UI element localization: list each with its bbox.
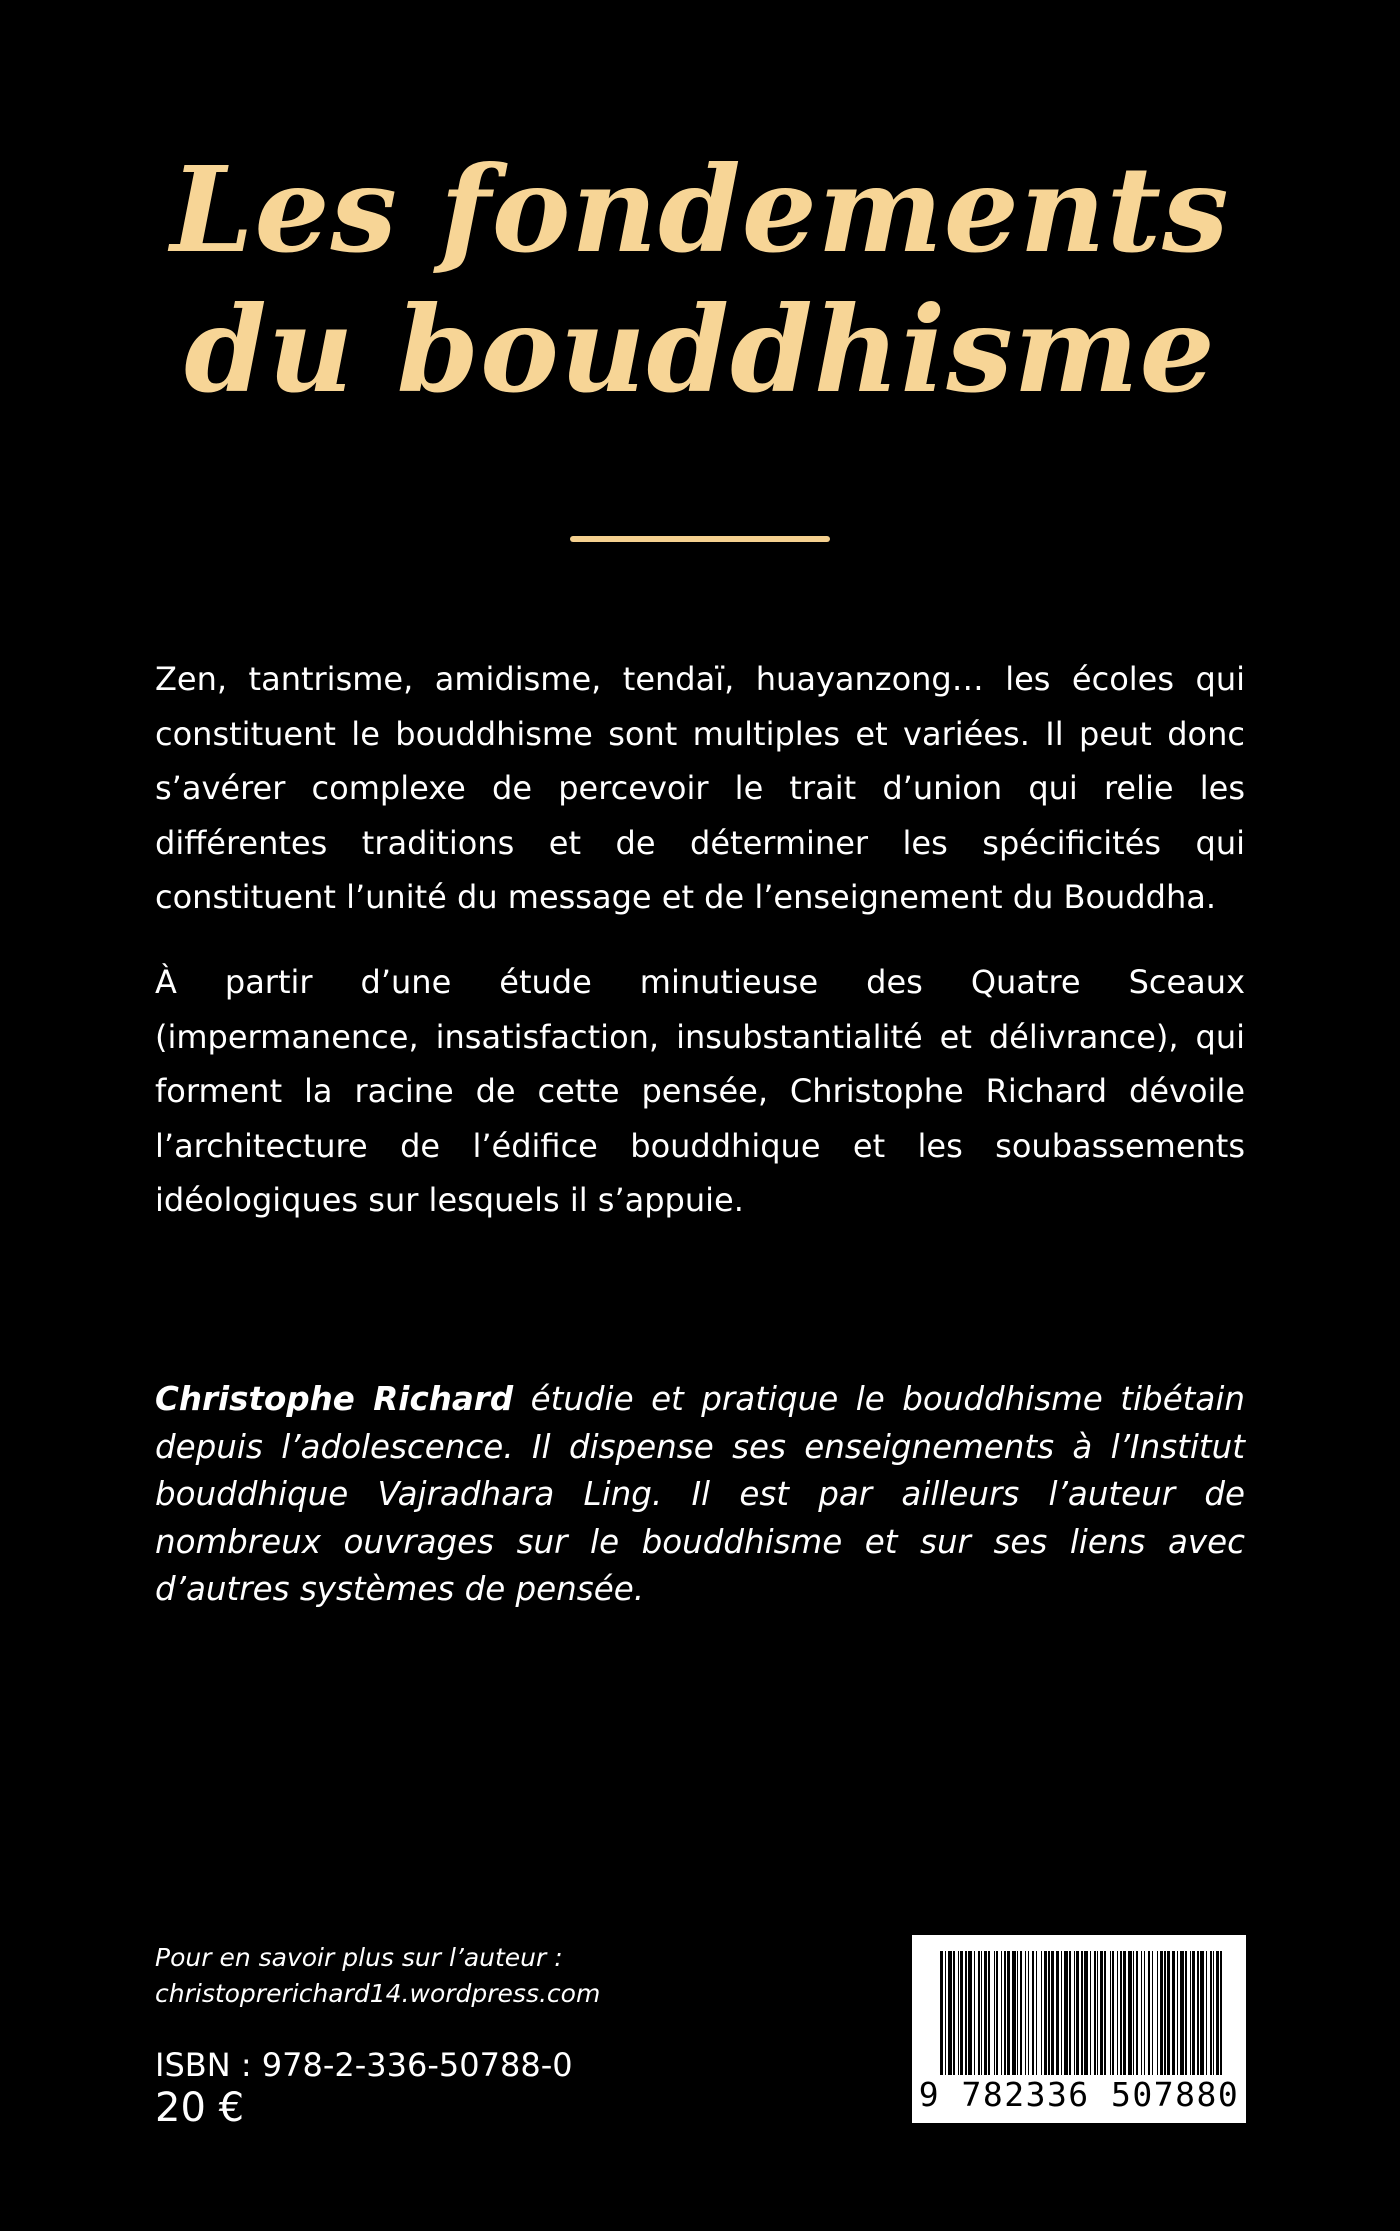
author-bio-text: étudie et pratique le bouddhisme tibétain depuis l’adolescence. Il dispense ses enseignements à l’Institut bouddhique Vajradhara Ling. Il est par ailleurs l’auteur de nombreux ouvrages sur le bouddhisme et sur ses liens avec d’autres systèmes de pensée. (155, 1380, 1245, 1608)
barcode-bar (974, 1951, 975, 2075)
isbn: ISBN : 978-2-336-50788-0 (155, 2046, 573, 2084)
barcode-bar (1025, 1951, 1026, 2075)
barcode-bar (1041, 1951, 1042, 2075)
barcode-bar (996, 1951, 998, 2075)
barcode-bar (1220, 1951, 1222, 2075)
barcode (912, 1935, 1246, 2123)
barcode-bar (981, 1951, 982, 2075)
barcode-bar (988, 1951, 990, 2075)
barcode-bar (1200, 1951, 1204, 2075)
barcode-bar (1185, 1951, 1187, 2075)
barcode-bar (1094, 1951, 1096, 2075)
barcode-bar (1051, 1951, 1054, 2075)
book-title-line-2: du bouddhisme (184, 280, 1216, 419)
barcode-bar (1104, 1951, 1106, 2075)
author-name: Christophe Richard (155, 1380, 514, 1418)
barcode-bar (968, 1951, 972, 2075)
barcode-bar (953, 1951, 955, 2075)
barcode-bar (1061, 1951, 1062, 2075)
author-website: christoprerichard14.wordpress.com (155, 1979, 601, 2008)
barcode-bar (1190, 1951, 1191, 2075)
barcode-bar (1112, 1951, 1114, 2075)
barcode-bar (1028, 1951, 1029, 2075)
barcode-bar (1064, 1951, 1068, 2075)
barcode-bar (1074, 1951, 1075, 2075)
barcode-bar (1172, 1951, 1175, 2075)
summary-paragraph-1: Zen, tantrisme, amidisme, tendaï, huayanzong… les écoles qui constituent le bouddhisme sont multiples et variées. Il peut donc s’avérer complexe de percevoir le trait d’union qui relie les différentes traditions et de déterminer les spécificités qui constituent l’unité du message et de l’enseignement du Bouddha. (155, 660, 1245, 916)
barcode-bar (1157, 1951, 1158, 2075)
more-info-label: Pour en savoir plus sur l’auteur : (155, 1943, 563, 1972)
barcode-bar (1076, 1951, 1079, 2075)
barcode-bar (940, 1951, 943, 2075)
price: 20 € (155, 2085, 245, 2131)
barcode-bar (1110, 1951, 1111, 2075)
barcode-bar (978, 1951, 980, 2075)
barcode-bar (1117, 1951, 1118, 2075)
barcode-bar (1084, 1951, 1088, 2075)
barcode-bar (1100, 1951, 1103, 2075)
barcode-bar (1197, 1951, 1199, 2075)
barcode-bar (1012, 1951, 1016, 2075)
barcode-bar (994, 1951, 995, 2075)
barcode-bar (1213, 1951, 1214, 2075)
barcode-bar (1123, 1951, 1126, 2075)
barcode-bar (945, 1951, 946, 2075)
barcode-bar (984, 1951, 987, 2075)
barcode-bar (1180, 1951, 1184, 2075)
barcode-bar (1032, 1951, 1034, 2075)
book-title-line-1: Les fondements (170, 140, 1230, 279)
barcode-bar (948, 1951, 952, 2075)
barcode-bar (1152, 1951, 1153, 2075)
barcode-bar (1144, 1951, 1145, 2075)
barcode-bar (1090, 1951, 1091, 2075)
summary-paragraph-2: À partir d’une étude minutieuse des Quatre Sceaux (impermanence, insatisfaction, insubstantialité et délivrance), qui forment la racine de cette pensée, Christophe Richard dévoile l’architecture de l’édifice bouddhique et les soubassements idéologiques sur lesquels il s’appuie. (155, 963, 1245, 1219)
barcode-bar (960, 1951, 963, 2075)
barcode-bar (1164, 1951, 1166, 2075)
title-divider (570, 536, 830, 542)
barcode-bar (1001, 1951, 1002, 2075)
barcode-digits: 9 782336 507880 (918, 2075, 1240, 2114)
barcode-bar (965, 1951, 967, 2075)
barcode-bar (1048, 1951, 1050, 2075)
barcode-bar (1044, 1951, 1047, 2075)
author-bio (155, 1376, 1245, 1614)
barcode-bar (1160, 1951, 1163, 2075)
barcode-bar (958, 1951, 959, 2075)
barcode-bar (1069, 1951, 1071, 2075)
barcode-bar (1007, 1951, 1010, 2075)
barcode-bar (1141, 1951, 1142, 2075)
barcode-bar (1056, 1951, 1059, 2075)
barcode-bar (1167, 1951, 1170, 2075)
barcode-bar (1128, 1951, 1132, 2075)
barcode-bar (1136, 1951, 1138, 2075)
barcode-bar (1206, 1951, 1207, 2075)
barcode-bar (1148, 1951, 1150, 2075)
barcode-bar (1004, 1951, 1006, 2075)
barcode-bar (1210, 1951, 1212, 2075)
barcode-bar (1097, 1951, 1098, 2075)
barcode-bar (1020, 1951, 1022, 2075)
barcode-bar (1192, 1951, 1195, 2075)
barcode-bar (1133, 1951, 1134, 2075)
barcode-bar (1216, 1951, 1219, 2075)
barcode-bar (1036, 1951, 1037, 2075)
author-more-info (155, 1940, 755, 2012)
barcode-bar (1017, 1951, 1018, 2075)
barcode-bar (1081, 1951, 1083, 2075)
barcode-bar (1120, 1951, 1122, 2075)
barcode-bar (1177, 1951, 1178, 2075)
